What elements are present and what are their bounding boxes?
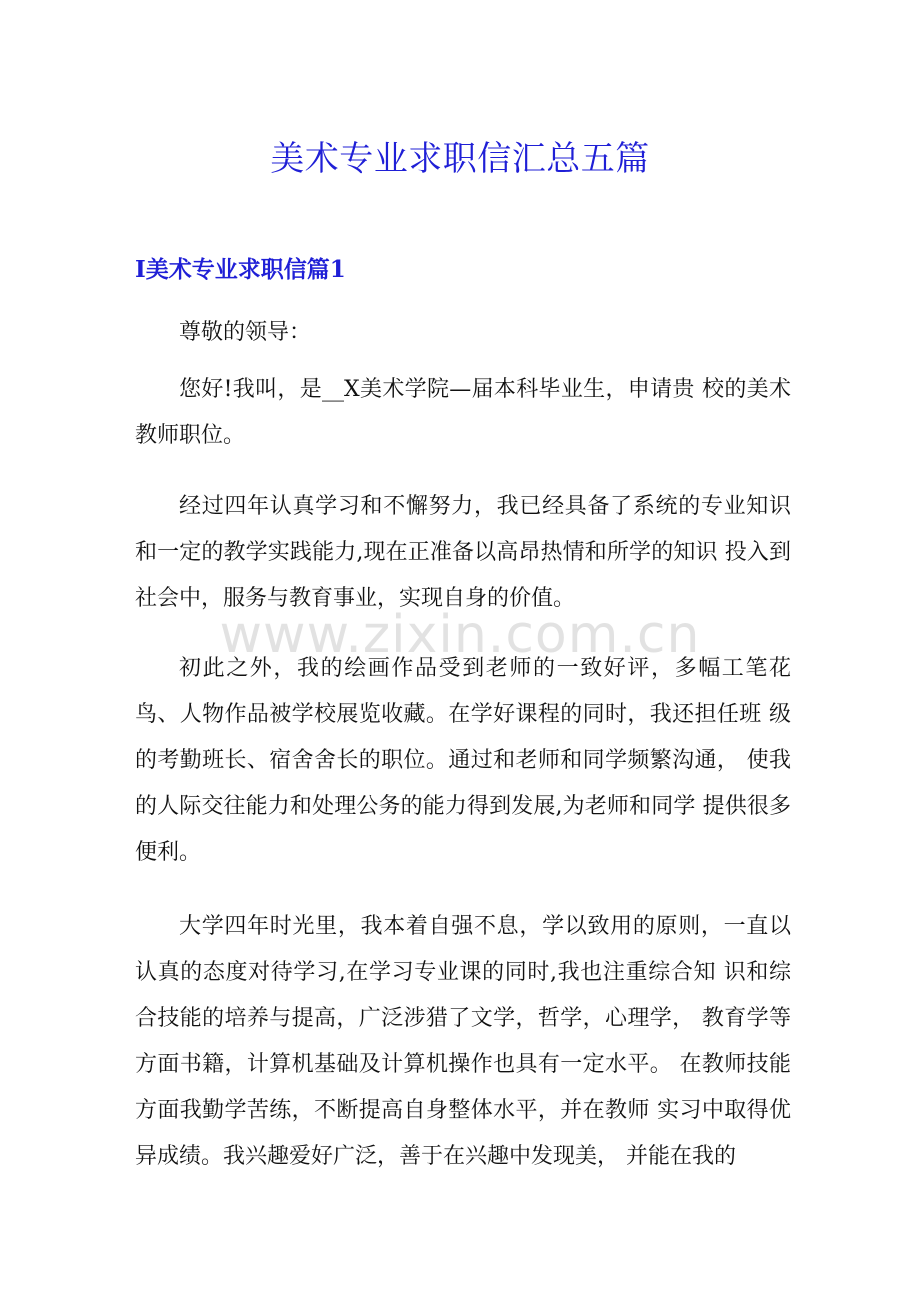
paragraph-qualifications: 经过四年认真学习和不懈努力，我已经具备了系统的专业知识和一定的教学实践能力,现在正准备以高昂热情和所学的知识 投入到社会中，服务与教育事业，实现自身的价值。: [135, 494, 791, 611]
section-heading: I美术专业求职信篇1: [135, 256, 346, 283]
paragraph-university-life: 大学四年时光里，我本着自强不息，学以致用的原则，一直以认真的态度对待学习,在学习专业课的同时,我也注重综合知 识和综合技能的培养与提高，广泛涉猎了文学，哲学，心理学， 教育学等方面书籍，计算机基础及计算机操作也具有一定水平。 在教师技能方面我勤学苦练，不断提高自身整体水平，并在教师 实习中取得优异成绩。我兴趣爱好广泛，善于在兴趣中发现美， 并能在我的: [135, 914, 791, 1169]
paragraph-achievements: 初此之外，我的绘画作品受到老师的一致好评，多幅工笔花鸟、人物作品被学校展览收藏。在学好课程的同时，我还担任班 级的考勤班长、宿舍舍长的职位。通过和老师和同学频繁沟通， 使我的人际交往能力和处理公务的能力得到发展,为老师和同学 提供很多便利。: [135, 656, 791, 865]
salutation: 尊敬的领导：: [179, 320, 312, 345]
watermark: www.zixin.com.cn: [219, 605, 701, 665]
document-title: 美术专业求职信汇总五篇: [270, 139, 650, 179]
paragraph-intro: 您好!我叫，是__X美术学院—届本科毕业生，申请贵 校的美术教师职位。: [135, 377, 791, 448]
